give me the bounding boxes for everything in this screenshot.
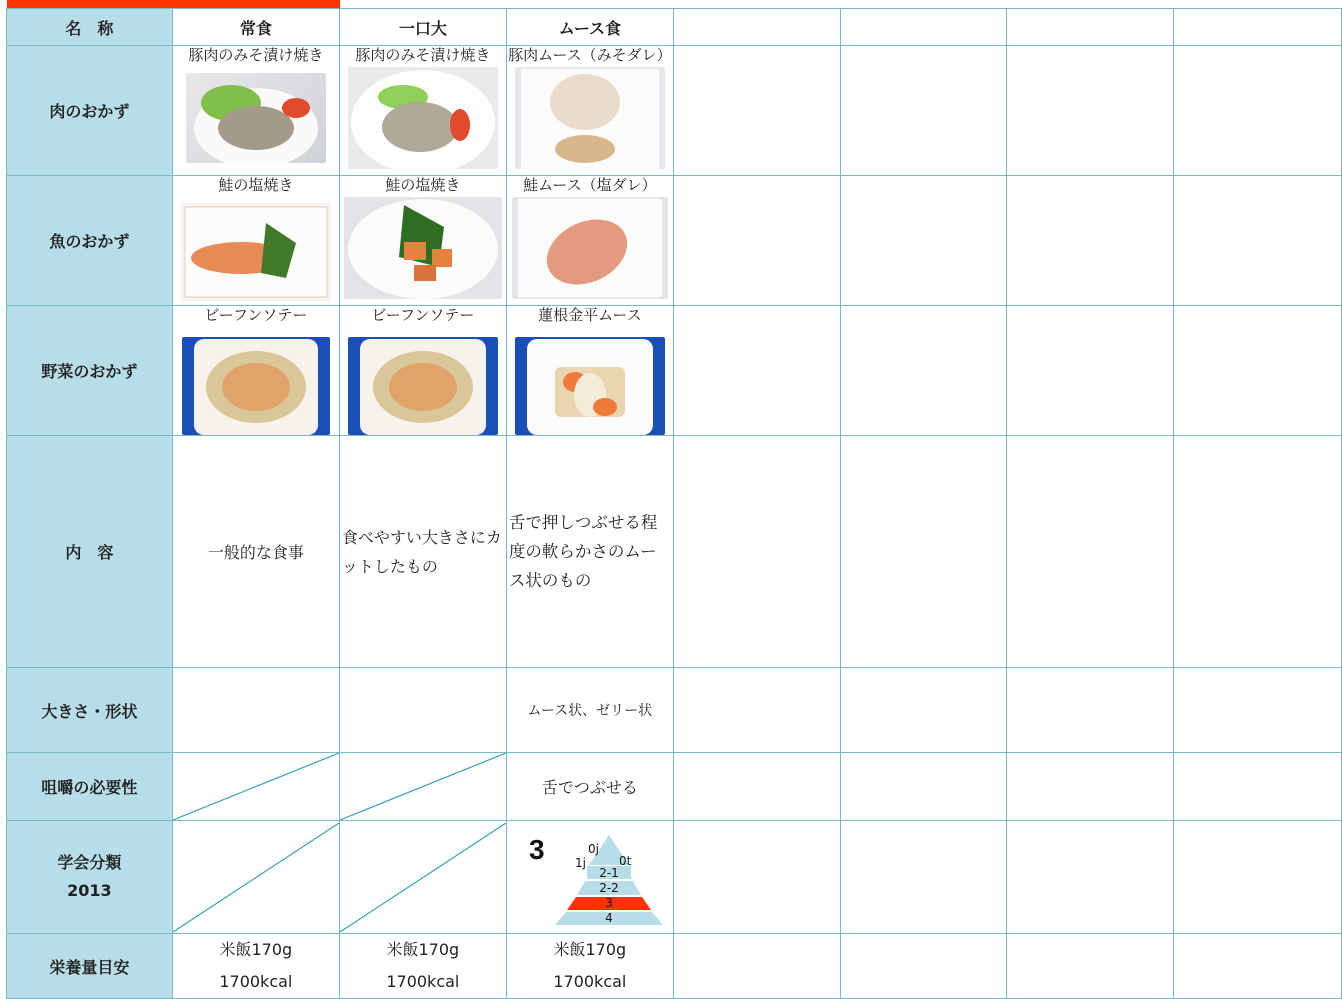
diagonal-line (340, 823, 506, 932)
row-label-size: 大きさ・形状 (7, 668, 173, 753)
pyramid-label: 0j (587, 842, 599, 856)
fish-bite-cell (339, 176, 506, 306)
empty-cell (172, 668, 339, 753)
row-label-veg: 野菜のおかず (7, 306, 173, 436)
diagonal-cell (339, 753, 506, 821)
row-label-nutrition: 栄養量目安 (7, 934, 173, 999)
plate-image (348, 67, 498, 169)
dish-name: 鮭の塩焼き (385, 176, 461, 194)
veg-mousse-cell (506, 306, 673, 436)
empty-cell (1174, 176, 1342, 306)
noodle-photo (348, 337, 498, 435)
empty-cell (1174, 306, 1342, 436)
empty-cell (840, 9, 1007, 46)
dish-name: 豚肉のみそ漬け焼き (188, 46, 324, 64)
nutrition-mousse (506, 934, 673, 999)
empty-cell (1174, 753, 1342, 821)
header-bite-size: 一口大 (339, 9, 506, 46)
dish-name: 豚肉ムース（みそダレ） (508, 46, 672, 64)
empty-cell (1174, 436, 1342, 668)
plate-image (181, 203, 331, 301)
dish-name: 蓮根金平ムース (538, 306, 642, 324)
empty-cell (840, 46, 1007, 176)
row-label-chewing: 咀嚼の必要性 (7, 753, 173, 821)
meat-regular-cell (172, 46, 339, 176)
nutrition-kcal: 1700kcal (219, 972, 293, 991)
pyramid-label: 0t (618, 854, 632, 868)
empty-cell (673, 9, 840, 46)
pyramid-label: 1j (574, 856, 586, 870)
empty-cell (1174, 668, 1342, 753)
pyramid-label: 3 (605, 896, 613, 910)
empty-cell (673, 46, 840, 176)
empty-cell (840, 753, 1007, 821)
empty-cell (673, 934, 840, 999)
plate-image (182, 337, 330, 435)
fish-mousse-cell (506, 176, 673, 306)
dish-name: 鮭ムース（塩ダレ） (523, 176, 657, 194)
pyramid-label: 2-1 (599, 866, 619, 880)
diagonal-cell (172, 821, 339, 934)
empty-cell (840, 668, 1007, 753)
pork-dish-photo (186, 73, 326, 163)
empty-cell (673, 176, 840, 306)
plate-image (186, 73, 326, 163)
empty-cell (1007, 9, 1174, 46)
content-mousse: 舌で押しつぶせる程度の軟らかさのムース状のもの (506, 436, 673, 668)
dish-name: ビーフンソテー (204, 306, 308, 324)
empty-cell (673, 753, 840, 821)
meat-mousse-cell (506, 46, 673, 176)
veg-bite-cell (339, 306, 506, 436)
diagonal-cell (339, 821, 506, 934)
plate-image (512, 197, 668, 299)
plate-image (515, 337, 665, 435)
classification-label-line2: 2013 (67, 881, 112, 900)
empty-cell (1174, 46, 1342, 176)
classification-label-line1: 学会分類 (57, 853, 122, 872)
row-label-meat: 肉のおかず (7, 46, 173, 176)
plate-image (348, 337, 498, 435)
chewing-mousse: 舌でつぶせる (506, 753, 673, 821)
empty-cell (1007, 46, 1174, 176)
empty-cell (1007, 753, 1174, 821)
nutrition-bite (339, 934, 506, 999)
nutrition-rice: 米飯170g (219, 940, 293, 959)
empty-cell (673, 821, 840, 934)
empty-cell (673, 306, 840, 436)
pork-cut-photo (348, 67, 498, 169)
row-label-content: 内 容 (7, 436, 173, 668)
salmon-photo (181, 203, 331, 301)
pyramid-label: 4 (605, 911, 613, 925)
dish-name: ビーフンソテー (371, 306, 475, 324)
size-mousse: ムース状、ゼリー状 (506, 668, 673, 753)
empty-cell (1007, 668, 1174, 753)
classification-pyramid (507, 821, 673, 929)
content-bite: 食べやすい大きさにカットしたもの (339, 436, 506, 668)
nutrition-rice: 米飯170g (386, 940, 460, 959)
diagonal-line (173, 823, 339, 932)
empty-cell (1174, 821, 1342, 934)
empty-cell (840, 176, 1007, 306)
nutrition-rice: 米飯170g (553, 940, 627, 959)
row-label-fish: 魚のおかず (7, 176, 173, 306)
empty-cell (1174, 9, 1342, 46)
empty-cell (1007, 436, 1174, 668)
lotus-mousse-photo (515, 337, 665, 435)
header-mousse: ムース食 (506, 9, 673, 46)
header-name: 名 称 (7, 9, 173, 46)
empty-cell (840, 821, 1007, 934)
plate-image (515, 67, 665, 169)
empty-cell (1007, 934, 1174, 999)
header-regular: 常食 (172, 9, 339, 46)
empty-cell (673, 436, 840, 668)
salmon-mousse-photo (512, 197, 668, 299)
empty-cell (840, 436, 1007, 668)
empty-cell (840, 306, 1007, 436)
nutrition-kcal: 1700kcal (386, 972, 460, 991)
empty-cell (673, 668, 840, 753)
content-regular: 一般的な食事 (172, 436, 339, 668)
row-label-classification (7, 821, 173, 934)
classification-mousse (506, 821, 673, 934)
nutrition-kcal: 1700kcal (553, 972, 627, 991)
diagonal-line (173, 753, 339, 820)
diagonal-line (340, 753, 506, 820)
classification-level: 3 (528, 834, 545, 865)
pork-mousse-photo (515, 67, 665, 169)
pyramid-label: 2-2 (599, 881, 619, 895)
empty-cell (1007, 821, 1174, 934)
salmon-cut-photo (344, 197, 502, 299)
fish-regular-cell (172, 176, 339, 306)
veg-regular-cell (172, 306, 339, 436)
diagonal-cell (172, 753, 339, 821)
empty-cell (840, 934, 1007, 999)
empty-cell (1007, 306, 1174, 436)
meat-bite-cell (339, 46, 506, 176)
empty-cell (339, 668, 506, 753)
empty-cell (1174, 934, 1342, 999)
nutrition-regular (172, 934, 339, 999)
empty-cell (1007, 176, 1174, 306)
plate-image (344, 197, 502, 299)
diet-comparison-table (6, 8, 1342, 999)
noodle-photo (182, 337, 330, 435)
dish-name: 鮭の塩焼き (218, 176, 294, 194)
dish-name: 豚肉のみそ漬け焼き (355, 46, 491, 64)
